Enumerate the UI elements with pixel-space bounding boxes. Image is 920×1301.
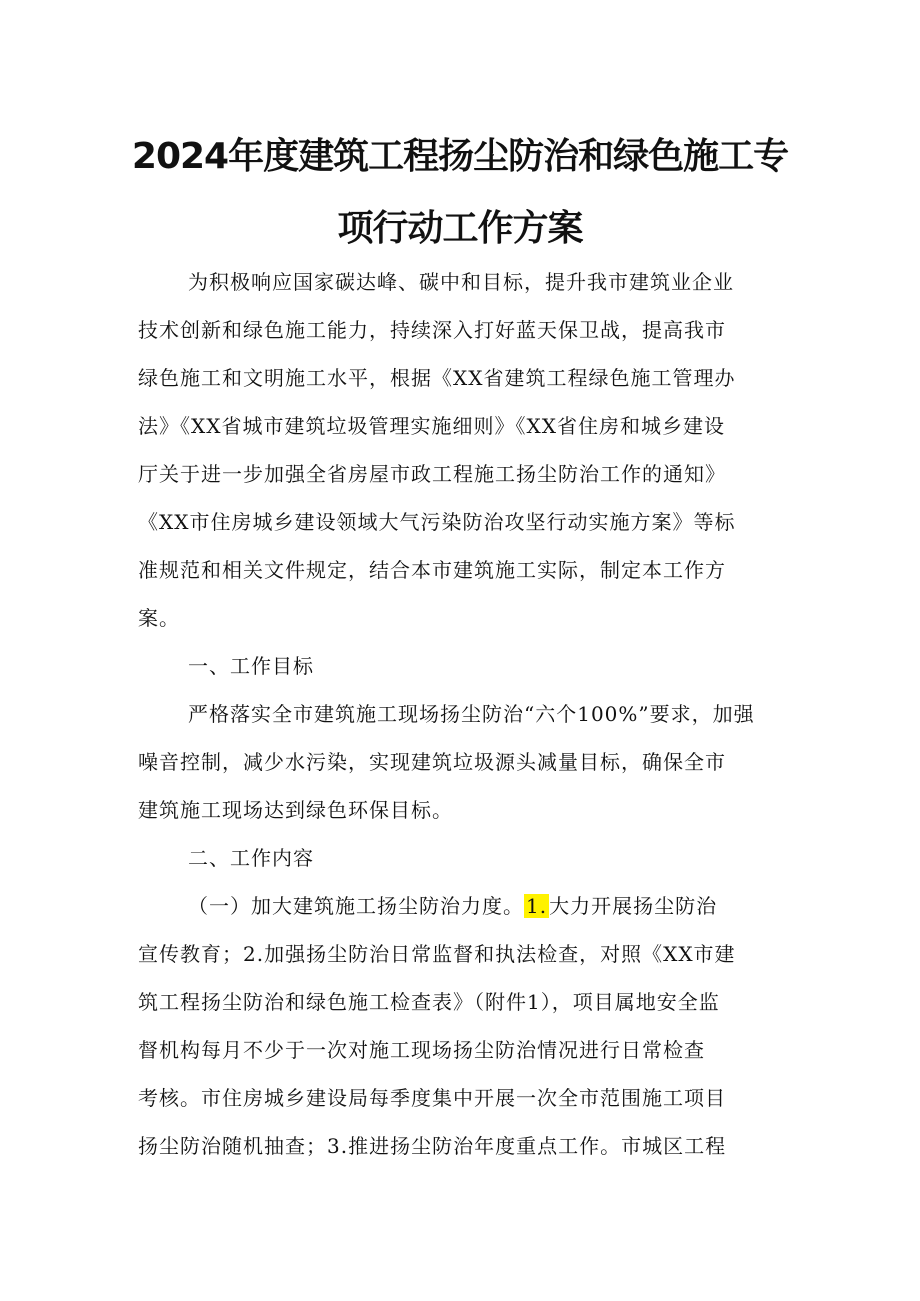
- paragraph-line: 绿色施工和文明施工水平，根据《XX省建筑工程绿色施工管理办: [138, 366, 736, 390]
- paragraph-line: 《XX市住房城乡建设领域大气污染防治攻坚行动实施方案》等标: [138, 510, 736, 534]
- paragraph-goal: [138, 690, 788, 834]
- document-title-line-1: 2024年度建筑工程扬尘防治和绿色施工专: [131, 136, 789, 177]
- paragraph-line: 扬尘防治随机抽查；3.推进扬尘防治年度重点工作。市城区工程: [138, 1134, 727, 1158]
- paragraph-line: 严格落实全市建筑施工现场扬尘防治“六个100%”要求，加强: [188, 702, 755, 726]
- paragraph-line: 督机构每月不少于一次对施工现场扬尘防治情况进行日常检查: [138, 1038, 705, 1062]
- document-body: [138, 258, 788, 1170]
- paragraph-line: 技术创新和绿色施工能力，持续深入打好蓝天保卫战，提高我市: [138, 318, 726, 342]
- paragraph-text: 大力开展扬尘防治: [549, 894, 718, 918]
- paragraph-line: 厅关于进一步加强全省房屋市政工程施工扬尘防治工作的通知》: [138, 462, 726, 486]
- paragraph-line: 为积极响应国家碳达峰、碳中和目标，提升我市建筑业企业: [188, 270, 734, 294]
- paragraph-line: 噪音控制，减少水污染，实现建筑垃圾源头减量目标，确保全市: [138, 750, 726, 774]
- paragraph-line: 考核。市住房城乡建设局每季度集中开展一次全市范围施工项目: [138, 1086, 726, 1110]
- paragraph-line: 建筑施工现场达到绿色环保目标。: [138, 798, 453, 822]
- highlighted-number: 1.: [526, 894, 548, 918]
- document-title-line-2: 项行动工作方案: [337, 208, 583, 249]
- paragraph-line: [138, 882, 788, 930]
- paragraph-line: 宣传教育；2.加强扬尘防治日常监督和执法检查，对照《XX市建: [138, 942, 736, 966]
- paragraph-text: （一）加大建筑施工扬尘防治力度。: [188, 894, 524, 918]
- paragraph-line: 法》《XX省城市建筑垃圾管理实施细则》《XX省住房和城乡建设: [138, 414, 725, 438]
- paragraph-intro: [138, 258, 788, 642]
- paragraph-line: 筑工程扬尘防治和绿色施工检查表》（附件1），项目属地安全监: [138, 990, 720, 1014]
- section-heading-content: 二、工作内容: [188, 846, 314, 870]
- paragraph-line: 案。: [138, 606, 180, 630]
- paragraph-content: [138, 882, 788, 1170]
- section-heading-goal: 一、工作目标: [188, 654, 314, 678]
- paragraph-line: 准规范和相关文件规定，结合本市建筑施工实际，制定本工作方: [138, 558, 726, 582]
